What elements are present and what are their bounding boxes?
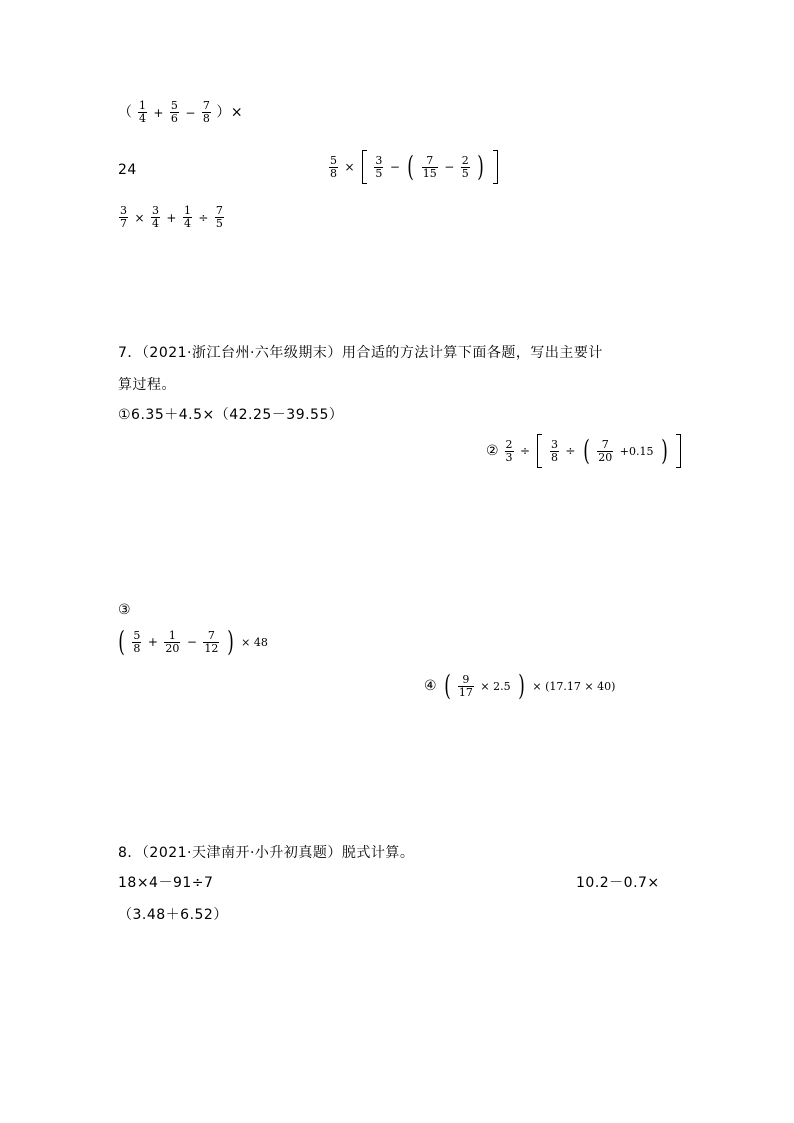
problem-8-item-1: 18×4－91÷7	[118, 875, 214, 891]
fraction: $\frac{3}{8}$	[550, 437, 558, 464]
operator: ÷	[565, 444, 576, 458]
operator: +	[147, 635, 158, 649]
problem-7-heading: 7．（2021·浙江台州·六年级期末）用合适的方法计算下面各题，写出主要计	[118, 345, 603, 361]
operator: −	[185, 105, 196, 120]
fraction: $\frac{3}{7}$	[120, 204, 127, 230]
fraction: $\frac{7}{20}$	[598, 437, 613, 464]
problem-7-item-3	[116, 625, 269, 658]
multiplier: × 48	[241, 635, 268, 649]
operator: +	[153, 105, 164, 120]
multiplier: × 2.5	[480, 679, 511, 693]
fraction: $\frac{7}{5}$	[215, 204, 223, 230]
problem-8-item-2: 10.2－0.7×	[576, 875, 660, 891]
problem-7-heading-cont: 算过程。	[118, 377, 176, 393]
item-label: ②	[486, 443, 500, 459]
fraction: $\frac{5}{8}$	[330, 153, 337, 180]
problem-8-item-2-cont: （3.48＋6.52）	[118, 907, 228, 923]
right-paren: )	[518, 669, 525, 702]
operator: ×	[344, 160, 355, 174]
fraction: $\frac{7}{8}$	[202, 99, 210, 125]
left-bracket	[362, 150, 367, 184]
operator: ÷	[519, 444, 531, 458]
right-paren: )	[661, 434, 668, 467]
open-paren: （	[118, 104, 133, 121]
left-paren: (	[443, 669, 451, 702]
left-paren: (	[407, 150, 415, 183]
fraction: $\frac{9}{17}$	[458, 672, 473, 699]
operator: +	[166, 210, 177, 225]
operator: −	[389, 160, 400, 174]
fraction: $\frac{1}{4}$	[138, 99, 146, 125]
fraction: $\frac{7}{12}$	[204, 628, 219, 655]
operator: ÷	[198, 210, 209, 225]
decimal-term: +0.15	[619, 444, 654, 458]
fraction: $\frac{5}{6}$	[170, 99, 178, 125]
left-paren: (	[583, 434, 590, 467]
right-paren: )	[226, 625, 234, 658]
fraction: $\frac{3}{4}$	[151, 204, 159, 230]
expr-1	[118, 100, 243, 125]
problem-7-item-4	[424, 669, 616, 702]
fraction: $\frac{2}{5}$	[461, 153, 469, 180]
expr-2	[328, 150, 500, 184]
close-paren-times: ）×	[216, 104, 244, 121]
expr-1-continuation: 24	[118, 162, 137, 178]
problem-8-heading: 8．（2021·天津南开·小升初真题）脱式计算。	[118, 845, 415, 861]
fraction: $\frac{1}{4}$	[183, 204, 191, 230]
problem-7-item-1: ①6.35＋4.5×（42.25－39.55）	[118, 407, 344, 423]
operator: −	[444, 160, 455, 174]
product-term: × (17.17 × 40)	[532, 679, 616, 693]
operator: −	[186, 635, 197, 649]
fraction: $\frac{2}{3}$	[505, 437, 513, 464]
fraction: $\frac{3}{5}$	[375, 153, 383, 180]
right-paren: )	[477, 150, 484, 183]
right-bracket	[493, 150, 498, 184]
expr-3	[118, 205, 225, 230]
problem-7-item-3-label: ③	[118, 602, 132, 618]
fraction: $\frac{5}{8}$	[133, 628, 141, 655]
right-bracket	[676, 434, 681, 468]
fraction: $\frac{1}{20}$	[165, 628, 180, 655]
left-paren: (	[118, 625, 125, 658]
left-bracket	[537, 434, 542, 468]
problem-7-item-2	[486, 434, 683, 468]
item-label: ④	[424, 678, 438, 694]
fraction: $\frac{7}{15}$	[422, 153, 437, 180]
operator: ×	[134, 210, 145, 225]
